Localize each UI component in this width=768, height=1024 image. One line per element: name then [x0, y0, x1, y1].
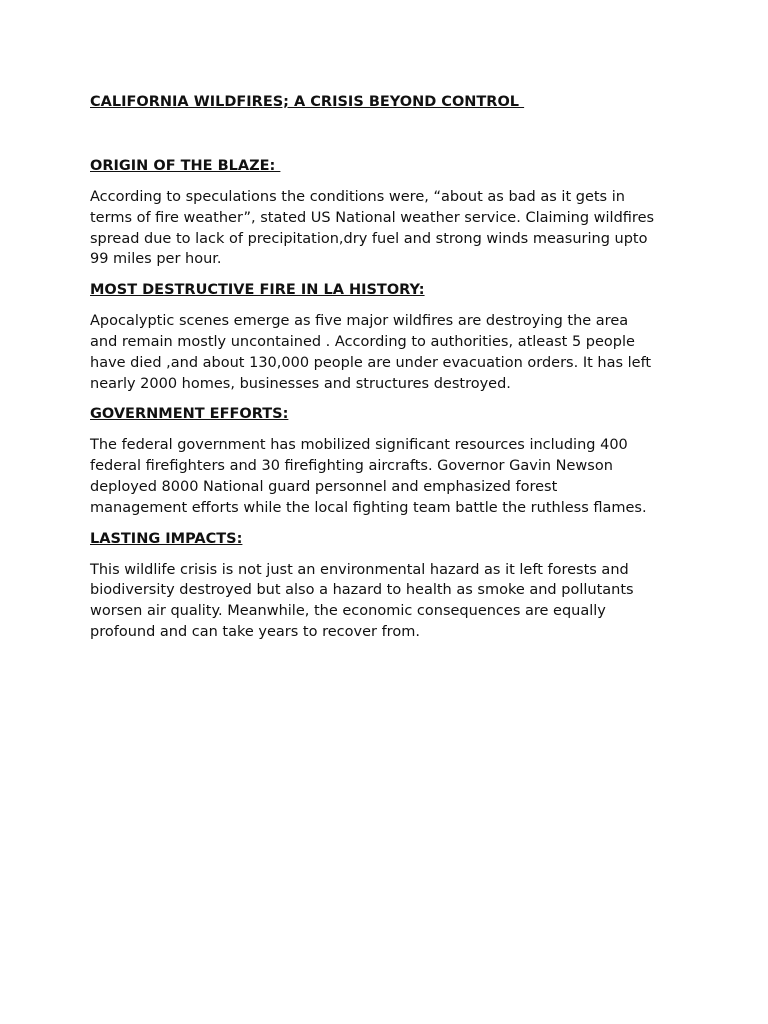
- section-heading: GOVERNMENT EFFORTS:: [90, 406, 289, 423]
- section-body: The federal government has mobilized significant resources including 400 federal firefighters and 30 firefighting aircrafts. Governor Gavin Newson deployed 8000 National guard personnel and emphasized forest management efforts while the local fighting team battle the ruthless flames.: [90, 437, 647, 516]
- section-government-efforts: [90, 404, 690, 518]
- section-heading: ORIGIN OF THE BLAZE:: [90, 158, 281, 174]
- section-heading: MOST DESTRUCTIVE FIRE IN LA HISTORY:: [90, 282, 425, 299]
- document-title: CALIFORNIA WILDFIRES; A CRISIS BEYOND CONTROL: [90, 94, 525, 110]
- section-lasting-impacts: [90, 529, 690, 643]
- section-heading: LASTING IMPACTS:: [90, 530, 243, 547]
- document-content: [90, 92, 690, 653]
- section-body: According to speculations the conditions were, “about as bad as it gets in terms of fire weather”, stated US National weather service. Claiming wildfires spread due to lack of precipitation,dry fuel and strong winds measuring upto 99 miles per hour.: [90, 189, 655, 268]
- section-body: This wildlife crisis is not just an environmental hazard as it left forests and biodiversity destroyed but also a hazard to health as smoke and pollutants worsen air quality. Meanwhile, the economic consequences are equally profound and can take years to recover from.: [90, 561, 634, 640]
- section-body: Apocalyptic scenes emerge as five major wildfires are destroying the area and remain mostly uncontained . According to authorities, atleast 5 people have died ,and about 130,000 people are under evacuation orders. It has left nearly 2000 homes, businesses and structures destroyed.: [90, 313, 652, 392]
- section-destructive-fire: [90, 280, 690, 394]
- section-origin: [90, 156, 690, 270]
